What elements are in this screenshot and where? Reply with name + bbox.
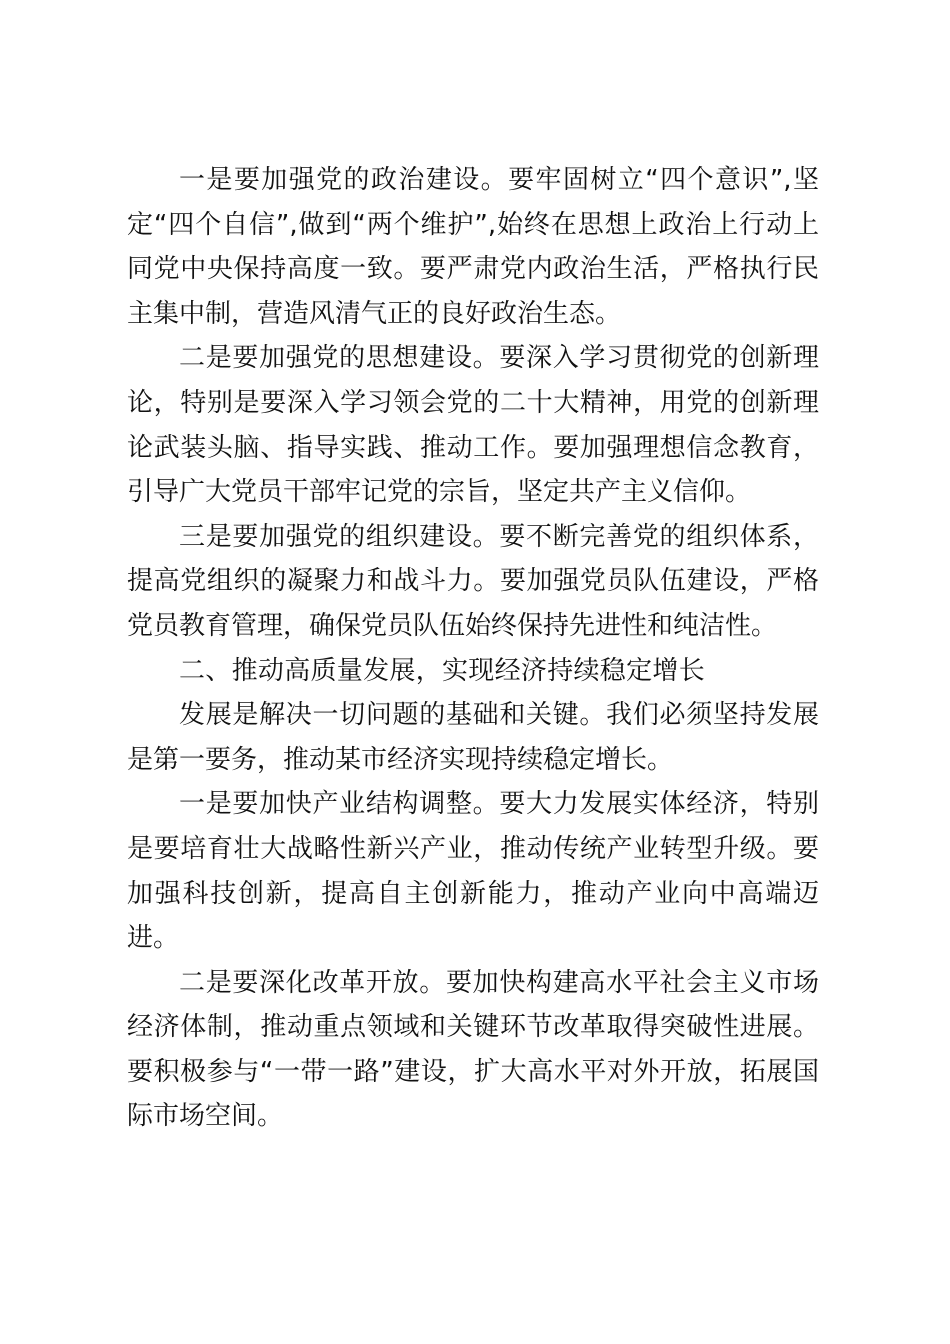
paragraph-industrial-restructuring: 一是要加快产业结构调整。要大力发展实体经济，特别是要培育壮大战略性新兴产业，推动传统产业转型升级。要加强科技创新，提高自主创新能力，推动产业向中高端迈进。 [127, 789, 819, 954]
section-heading-high-quality-development: 二、推动高质量发展，实现经济持续稳定增长 [179, 655, 706, 686]
paragraph-party-ideological-building: 二是要加强党的思想建设。要深入学习贯彻党的创新理论，特别是要深入学习领会党的二十大精神，用党的创新理论武装头脑、指导实践、推动工作。要加强理想信念教育，引导广大党员干部牢记党的宗旨，坚定共产主义信仰。 [127, 343, 819, 508]
paragraph-party-political-building: 一是要加强党的政治建设。要牢固树立“四个意识”,坚定“四个自信”,做到“两个维护”,始终在思想上政治上行动上同党中央保持高度一致。要严肃党内政治生活，严格执行民主集中制，营造风清气正的良好政治生态。 [127, 165, 819, 329]
paragraph-party-organizational-building: 三是要加强党的组织建设。要不断完善党的组织体系，提高党组织的凝聚力和战斗力。要加强党员队伍建设，严格党员教育管理，确保党员队伍始终保持先进性和纯洁性。 [127, 521, 819, 641]
document-body [127, 158, 819, 1139]
paragraph-reform-opening: 二是要深化改革开放。要加快构建高水平社会主义市场经济体制，推动重点领域和关键环节改革取得突破性进展。要积极参与“一带一路”建设，扩大高水平对外开放，拓展国际市场空间。 [127, 967, 819, 1132]
paragraph-development-intro: 发展是解决一切问题的基础和关键。我们必须坚持发展是第一要务，推动某市经济实现持续稳定增长。 [127, 700, 819, 775]
